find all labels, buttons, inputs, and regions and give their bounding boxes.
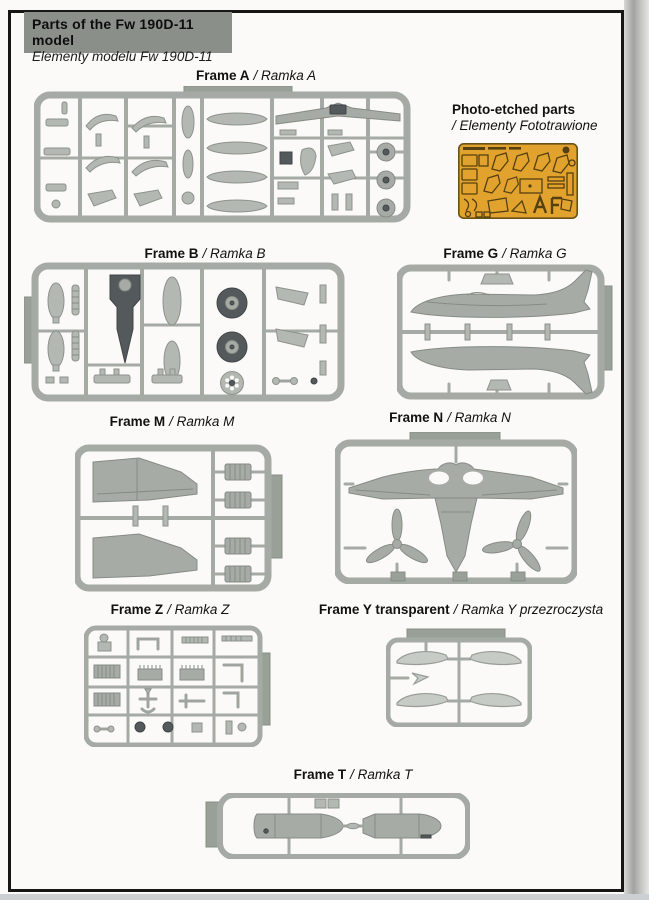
frame-g-label-pl: / Ramka G <box>502 246 567 261</box>
frame-b-label-en: Frame B <box>144 246 199 261</box>
frame-b-label <box>144 246 265 261</box>
photo-etched-label-en: Photo-etched parts <box>452 102 576 117</box>
frame-g-label <box>443 246 566 261</box>
frame-a-label-en: Frame A <box>195 68 250 83</box>
propeller <box>479 500 560 576</box>
main-wheels <box>217 288 247 362</box>
wing-half <box>93 458 197 502</box>
frame-t-label-pl: / Ramka T <box>350 767 413 782</box>
page-title-box <box>24 12 232 64</box>
frame-n-label-en: Frame N <box>389 410 444 425</box>
frame-y-sprue <box>386 628 532 727</box>
photo-etched-label-pl: / Elementy Fototrawione <box>452 118 598 133</box>
frame-z-sprue <box>84 623 272 747</box>
frame-z-label-en: Frame Z <box>110 602 164 617</box>
frame-t-label-en: Frame T <box>293 767 347 782</box>
frame-n-label <box>389 410 511 425</box>
frame-g-label-en: Frame G <box>443 246 499 261</box>
frame-b-label-pl: / Ramka B <box>202 246 266 261</box>
frame-m-label-pl: / Ramka M <box>169 414 235 429</box>
center-fuselage-part <box>435 498 477 572</box>
frame-z-label <box>111 602 230 617</box>
scanned-page-bottom-edge <box>0 894 649 900</box>
frame-y-label-en: Frame Y transparent <box>318 602 450 617</box>
page-title-pl: Elementy modelu Fw 190D-11 <box>32 49 213 64</box>
frame-g-sprue <box>397 262 615 402</box>
frame-a-label <box>196 68 316 83</box>
scanned-page-edge <box>624 0 649 900</box>
photo-etched-label <box>452 102 598 134</box>
frame-z-label-pl: / Ramka Z <box>167 602 230 617</box>
frame-t-sprue <box>205 793 470 859</box>
propeller <box>364 509 430 566</box>
page-title-en: Parts of the Fw 190D-11 model <box>32 16 194 48</box>
frame-y-label <box>319 602 603 617</box>
frame-m-label-en: Frame M <box>109 414 166 429</box>
radiator-blocks <box>225 464 251 582</box>
spoked-wheel-hub <box>221 372 244 395</box>
spinner-parts <box>377 143 395 217</box>
drop-tank-halves <box>207 113 267 212</box>
frame-n-label-pl: / Ramka N <box>447 410 511 425</box>
frame-t-label <box>294 767 413 782</box>
frame-a-label-pl: / Ramka A <box>253 68 317 83</box>
sprue-gate-tab <box>407 629 505 638</box>
frame-m-sprue <box>75 442 283 592</box>
windscreen-part <box>412 673 428 684</box>
sprue-gate-tab <box>270 475 282 558</box>
frame-a-sprue <box>34 86 412 226</box>
cowling-part <box>254 814 343 838</box>
frame-y-label-pl: / Ramka Y przezroczysta <box>453 602 604 617</box>
frame-m-label <box>110 414 235 429</box>
photo-etch-fret <box>458 143 578 219</box>
frame-n-sprue <box>335 432 577 584</box>
frame-b-sprue <box>24 261 346 403</box>
